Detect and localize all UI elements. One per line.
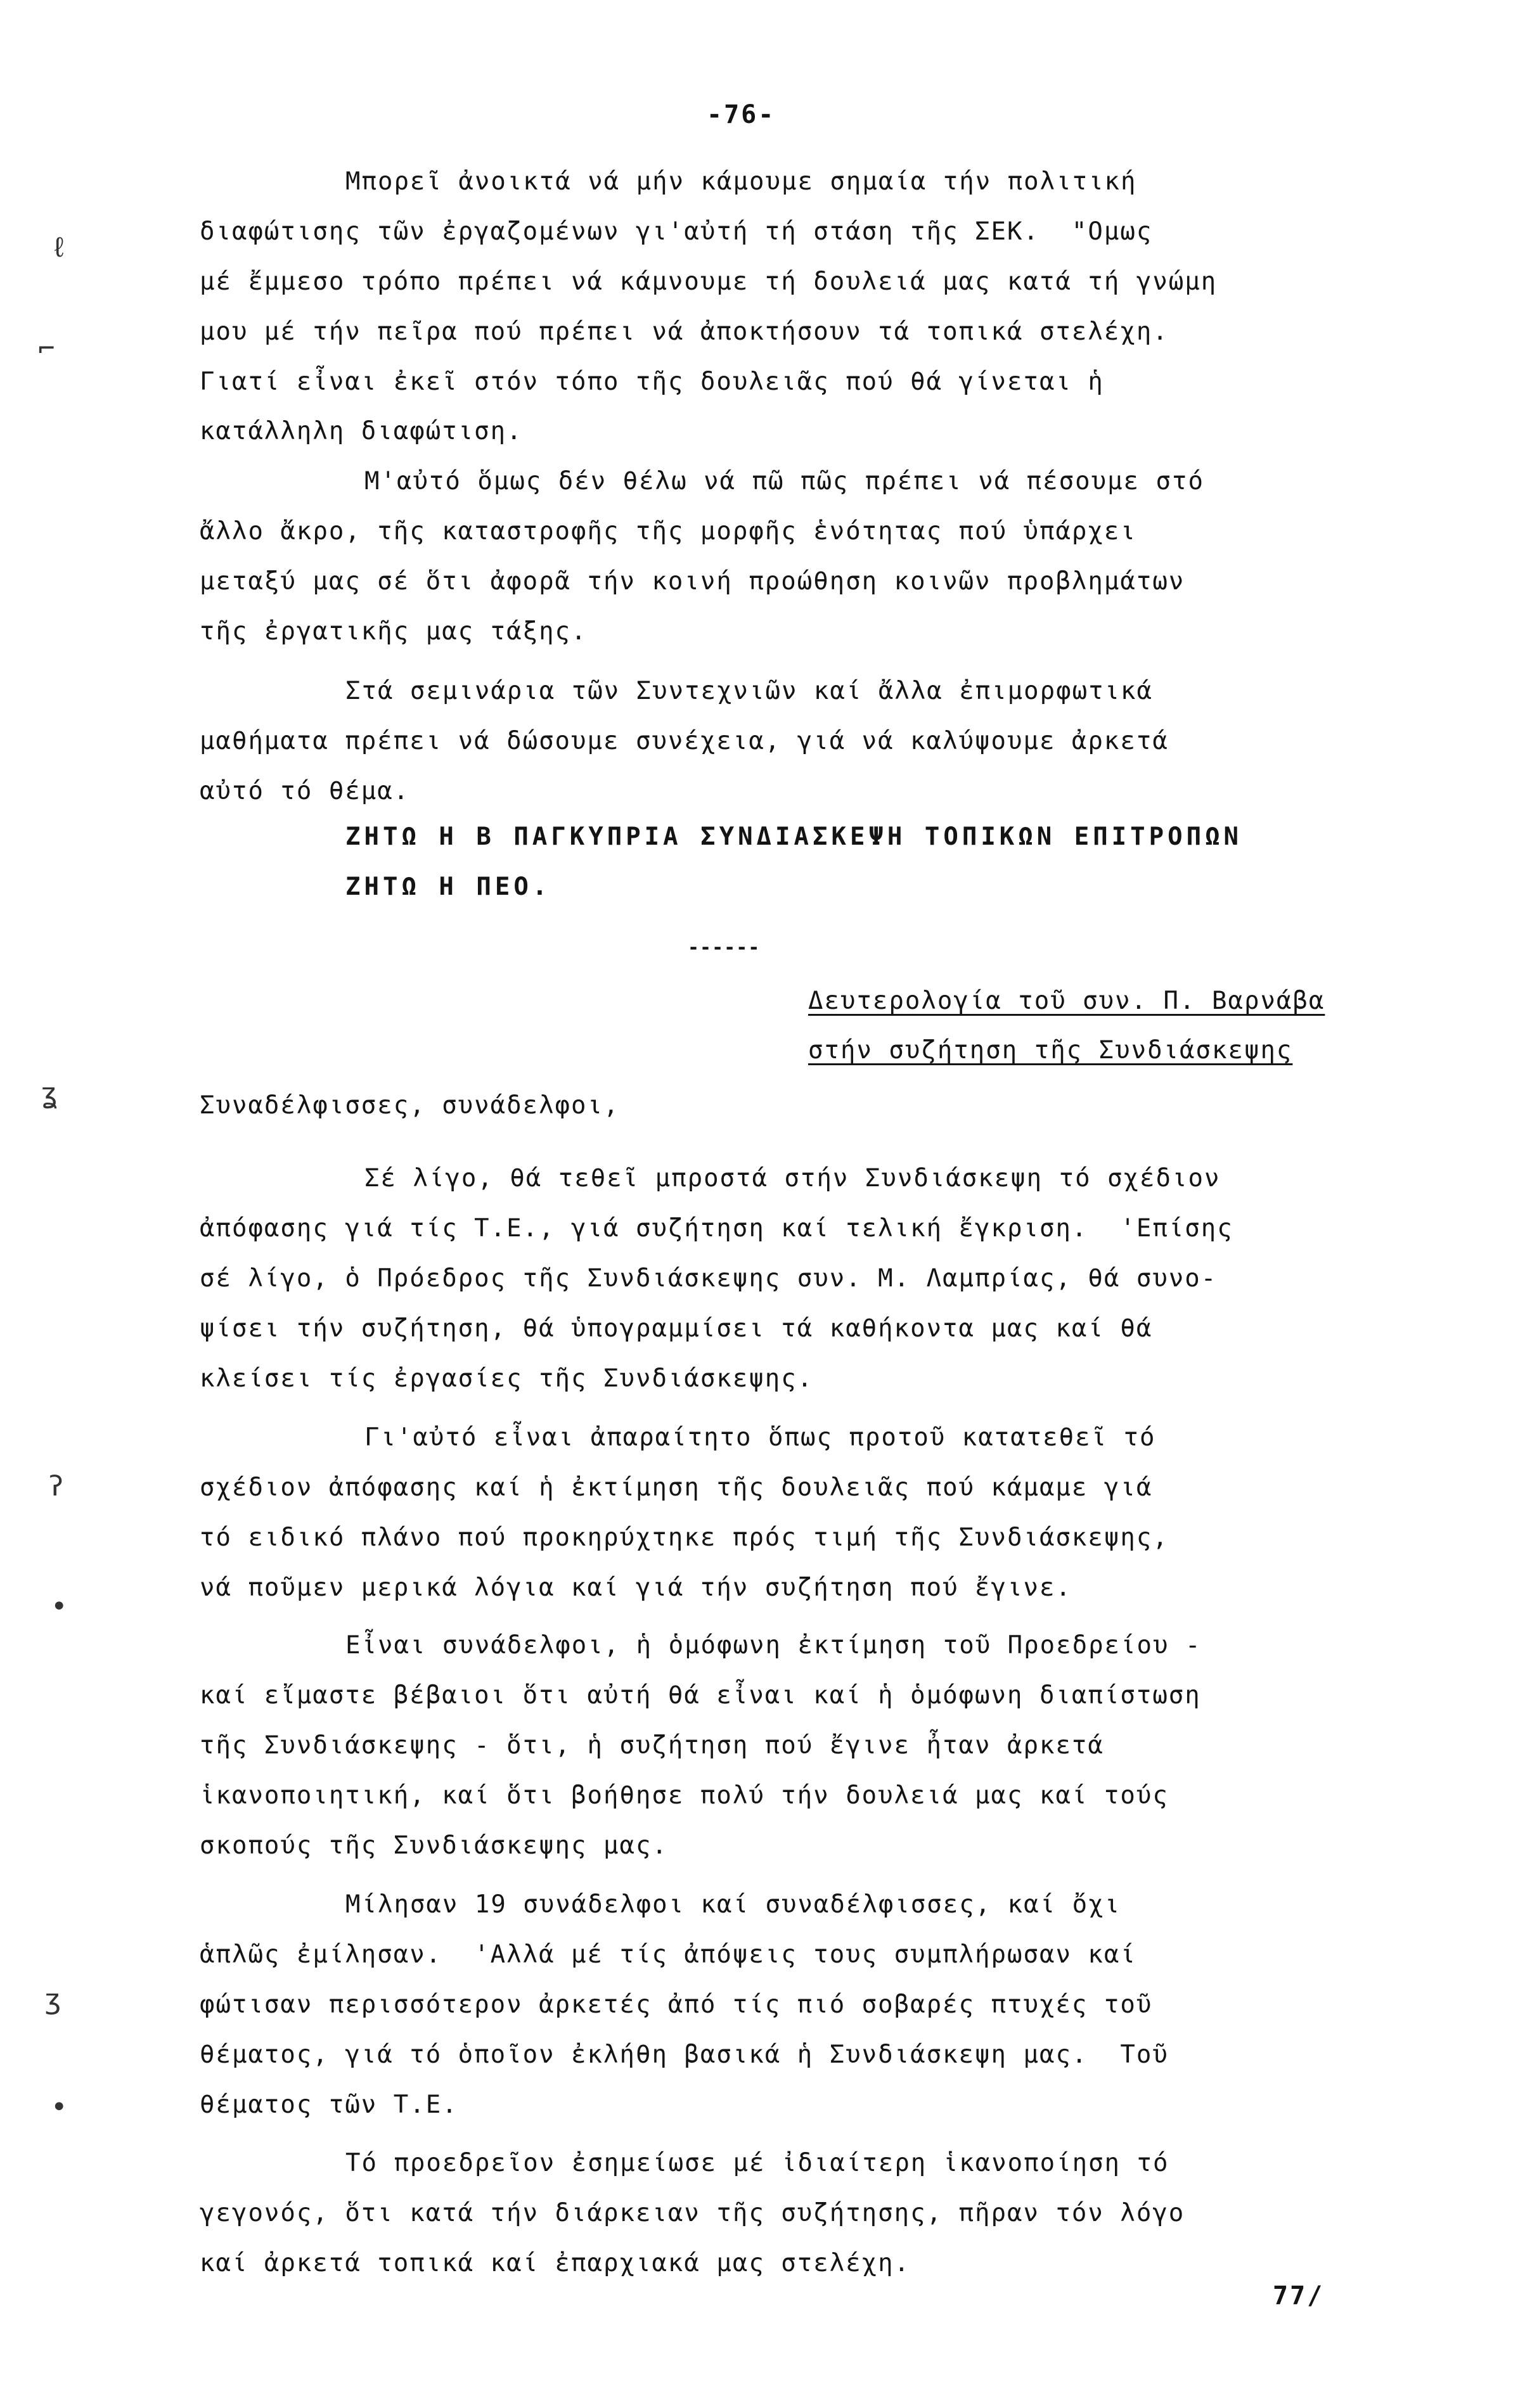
scan-mark-icon: • [51,2091,68,2123]
text-line: καί εἴμαστε βέβαιοι ὅτι αὐτή θά εἶναι καί ἡ ὁμόφωνη διαπίστωση [200,1681,1201,1710]
scan-mark-icon: ʒ [44,1983,61,2016]
text-line: μαθήματα πρέπει νά δώσουμε συνέχεια, γιά νά καλύψουμε ἀρκετά [200,727,1169,755]
scan-mark-icon: ʔ [48,1470,65,1502]
text-line: Γιατί εἶναι ἐκεῖ στόν τόπο τῆς δουλειᾶς πού θά γίνεται ἡ [200,368,1104,396]
text-line: διαφώτισης τῶν ἐργαζομένων γι'αὐτή τή στάση τῆς ΣΕΚ. "Ομως [200,217,1153,246]
text-line: Σέ λίγο, θά τεθεῖ μπροστά στήν Συνδιάσκεψη τό σχέδιον [364,1164,1221,1193]
text-line: ψίσει τήν συζήτηση, θά ὑπογραμμίσει τά καθήκοντα μας καί θά [200,1314,1153,1343]
text-line: ἁπλῶς ἐμίλησαν. 'Αλλά μέ τίς ἀπόψεις τους συμπλήρωσαν καί [200,1940,1136,1969]
text-line: Μίλησαν 19 συνάδελφοι καί συναδέλφισσες, καί ὄχι [345,1890,1121,1919]
slogan-line: ΖΗΤΩ Η ΠΕΟ. [345,873,551,901]
text-line: φώτισαν περισσότερον ἀρκετές ἀπό τίς πιό σοβαρές πτυχές τοῦ [200,1990,1153,2019]
text-line: αὐτό τό θέμα. [200,777,410,805]
section-title-line: στήν συζήτηση τῆς Συνδιάσκεψης [808,1036,1293,1065]
text-line: Εἶναι συνάδελφοι, ἡ ὁμόφωνη ἐκτίμηση τοῦ Προεδρείου - [345,1631,1202,1660]
text-line: ἀπόφασης γιά τίς Τ.Ε., γιά συζήτηση καί τελική ἔγκριση. 'Επίσης [200,1214,1233,1243]
separator: ------ [688,937,761,959]
scan-mark-icon: ʓ [41,1077,58,1110]
text-line: σχέδιον ἀπόφασης καί ἡ ἐκτίμηση τῆς δουλειᾶς πού κάμαμε γιά [200,1473,1153,1502]
text-line: τό ειδικό πλάνο πού προκηρύχτηκε πρός τιμή τῆς Συνδιάσκεψης, [200,1523,1169,1552]
text-line: Μ'αὐτό ὅμως δέν θέλω νά πῶ πῶς πρέπει νά πέσουμε στό [364,467,1204,496]
scan-mark-icon: • [51,1591,68,1623]
text-line: σέ λίγο, ὁ Πρόεδρος τῆς Συνδιάσκεψης συν. Μ. Λαμπρίας, θά συνο- [200,1264,1218,1293]
text-line: ἄλλο ἄκρο, τῆς καταστροφῆς τῆς μορφῆς ἑνότητας πού ὑπάρχει [200,517,1136,546]
text-line: κλείσει τίς ἐργασίες τῆς Συνδιάσκεψης. [200,1364,814,1393]
text-line: τῆς ἐργατικῆς μας τάξης. [200,617,588,646]
section-title-line: Δευτερολογία τοῦ συν. Π. Βαρνάβα [808,987,1325,1015]
text-line: θέματος, γιά τό ὁποῖον ἐκλήθη βασικά ἡ Συνδιάσκεψη μας. Τοῦ [200,2040,1169,2069]
text-line: νά ποῦμεν μερικά λόγια καί γιά τήν συζήτηση πού ἔγινε. [200,1573,1072,1602]
text-line: μου μέ τήν πεῖρα πού πρέπει νά ἀποκτήσουν τά τοπικά στελέχη. [200,317,1169,346]
text-line: Μπορεῖ ἀνοικτά νά μήν κάμουμε σημαία τήν πολιτική [345,167,1137,196]
page-number: -76- [707,100,776,129]
text-line: σκοπούς τῆς Συνδιάσκεψης μας. [200,1831,668,1860]
scan-mark-icon: ℓ [51,231,68,264]
greeting: Συναδέλφισσες, συνάδελφοι, [200,1091,620,1120]
text-line: θέματος τῶν Τ.Ε. [200,2091,458,2119]
text-line: Τό προεδρεῖον ἐσημείωσε μέ ἰδιαίτερη ἱκανοποίηση τό [345,2149,1169,2177]
text-line: κατάλληλη διαφώτιση. [200,417,523,445]
text-line: ἱκανοποιητική, καί ὅτι βοήθησε πολύ τήν δουλειά μας καί τούς [200,1781,1169,1810]
text-line: τῆς Συνδιάσκεψης - ὅτι, ἡ συζήτηση πού ἔγινε ἦταν ἀρκετά [200,1731,1104,1760]
text-line: γεγονός, ὅτι κατά τήν διάρκειαν τῆς συζήτησης, πῆραν τόν λόγο [200,2199,1185,2227]
text-line: μέ ἔμμεσο τρόπο πρέπει νά κάμνουμε τή δουλειά μας κατά τή γνώμη [200,267,1218,296]
scan-mark-icon: ⌐ [38,333,55,365]
text-line: Γι'αὐτό εἶναι ἀπαραίτητο ὅπως προτοῦ κατατεθεῖ τό [364,1423,1156,1452]
text-line: μεταξύ μας σέ ὅτι ἀφορᾶ τήν κοινή προώθηση κοινῶν προβλημάτων [200,567,1185,596]
text-line: καί ἀρκετά τοπικά καί ἐπαρχιακά μας στελέχη. [200,2249,911,2277]
next-page-marker: 77/ [1273,2281,1325,2310]
slogan-line: ΖΗΤΩ Η Β ΠΑΓΚΥΠΡΙΑ ΣΥΝΔΙΑΣΚΕΨΗ ΤΟΠΙΚΩΝ ΕΠΙΤΡΟΠΩΝ [345,823,1243,851]
text-line: Στά σεμινάρια τῶν Συντεχνιῶν καί ἄλλα ἐπιμορφωτικά [345,677,1153,705]
